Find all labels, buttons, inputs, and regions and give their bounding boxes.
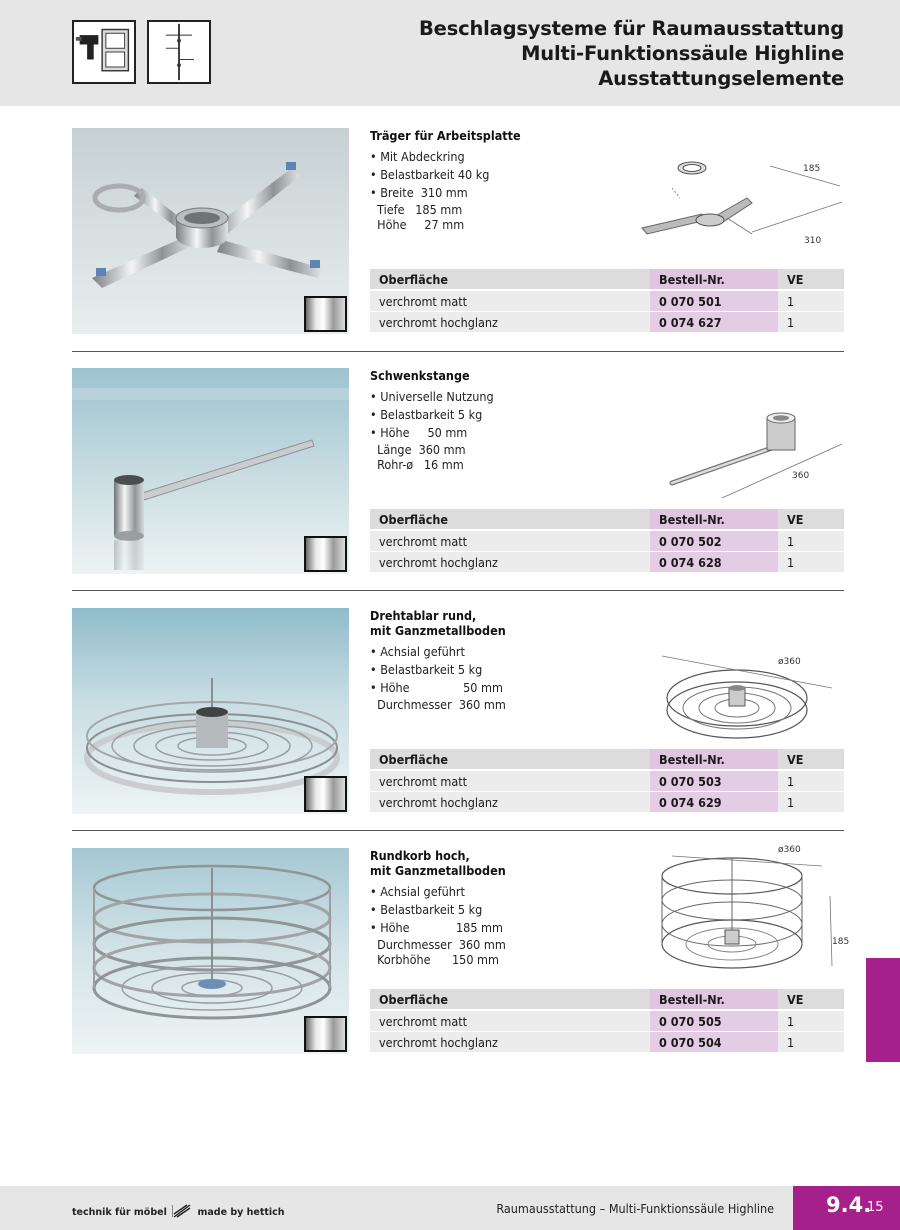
cell-order-no: 0 070 501: [650, 291, 778, 311]
cell-unit: 1: [787, 315, 795, 330]
cell-surface: verchromt hochglanz: [379, 795, 498, 810]
col-header-order-no: Bestell-Nr.: [650, 269, 778, 289]
feature-item: • Mit Abdeckring: [370, 149, 465, 164]
cell-order-no: 0 070 502: [650, 531, 778, 551]
page-header: [0, 0, 900, 106]
cell-surface: verchromt matt: [379, 774, 468, 789]
col-header-order-no: Bestell-Nr.: [650, 749, 778, 769]
col-header-unit: VE: [787, 512, 804, 527]
product-info: [370, 128, 630, 232]
dimension-label: ø360: [778, 845, 801, 855]
page-number: 15: [867, 1200, 884, 1215]
table-row: [370, 771, 844, 792]
product-title-line: Rundkorb hoch,: [370, 848, 470, 863]
page-chapter: 9.4.: [826, 1193, 872, 1217]
feature-list: [370, 883, 630, 967]
product-title: [370, 608, 630, 638]
order-table: [370, 269, 844, 333]
cell-surface: verchromt hochglanz: [379, 1035, 498, 1050]
finish-swatch: [304, 536, 347, 572]
col-header-order-no: Bestell-Nr.: [650, 509, 778, 529]
order-table: [370, 749, 844, 813]
cell-order-no: 0 074 629: [650, 792, 778, 812]
product-title-line: Träger für Arbeitsplatte: [370, 128, 521, 143]
feature-item: • Höhe 185 mm: [370, 920, 503, 935]
product-info: [370, 848, 630, 967]
col-header-surface: Oberfläche: [379, 752, 449, 767]
cell-order-no: 0 074 627: [650, 312, 778, 332]
technical-drawing-traeger: [632, 148, 852, 258]
feature-item: • Belastbarkeit 5 kg: [370, 902, 483, 917]
brand-text-left: technik für möbel: [72, 1207, 167, 1218]
cell-surface: verchromt matt: [379, 1014, 468, 1029]
table-row: [370, 1032, 844, 1053]
product-title: [370, 368, 630, 383]
brand-slogan: [72, 1204, 285, 1218]
table-header-row: [370, 509, 844, 531]
cell-order-no: 0 074 628: [650, 552, 778, 572]
feature-item: • Höhe 50 mm: [370, 680, 503, 695]
product-title-line: Schwenkstange: [370, 368, 470, 383]
cell-unit: 1: [787, 534, 795, 549]
technical-drawing-rundkorb: [632, 844, 852, 978]
feature-item: • Höhe 50 mm: [370, 425, 468, 440]
feature-item: • Achsial geführt: [370, 884, 465, 899]
product-info: [370, 608, 630, 712]
table-header-row: [370, 269, 844, 291]
order-table: [370, 989, 844, 1053]
technical-drawing-schwenkstange: [632, 398, 852, 508]
feature-list: [370, 388, 630, 472]
column-system-icon: [147, 20, 211, 84]
brand-text-right: made by hettich: [197, 1207, 285, 1218]
title-line-2: Multi-Funktionssäule Highline: [521, 42, 844, 65]
page-number-box: [793, 1186, 900, 1230]
cell-surface: verchromt matt: [379, 294, 468, 309]
feature-item: Tiefe 185 mm: [370, 202, 463, 217]
cell-unit: 1: [787, 774, 795, 789]
feature-list: [370, 643, 630, 712]
feature-item: Höhe 27 mm: [370, 217, 465, 232]
feature-item: • Belastbarkeit 5 kg: [370, 407, 483, 422]
section-divider: [72, 830, 844, 831]
finish-swatch: [304, 776, 347, 812]
product-info: [370, 368, 630, 472]
dimension-label: 185: [832, 937, 850, 947]
dimension-label: 360: [792, 471, 810, 481]
footer-section-text: Raumausstattung – Multi-Funktionssäule Highline: [496, 1201, 774, 1216]
table-row: [370, 291, 844, 312]
order-table: [370, 509, 844, 573]
col-header-surface: Oberfläche: [379, 512, 449, 527]
hettich-logo-icon: [172, 1204, 192, 1218]
table-row: [370, 792, 844, 813]
feature-item: Korbhöhe 150 mm: [370, 952, 499, 967]
table-row: [370, 312, 844, 333]
product-title: [370, 848, 630, 878]
feature-item: • Belastbarkeit 5 kg: [370, 662, 483, 677]
cell-unit: 1: [787, 1035, 795, 1050]
finish-swatch: [304, 296, 347, 332]
page-footer: [0, 1186, 900, 1230]
feature-item: Länge 360 mm: [370, 442, 466, 457]
col-header-surface: Oberfläche: [379, 272, 449, 287]
section-divider: [72, 351, 844, 352]
cell-surface: verchromt hochglanz: [379, 315, 498, 330]
feature-item: • Achsial geführt: [370, 644, 465, 659]
cell-order-no: 0 070 504: [650, 1032, 778, 1052]
dimension-label: 185: [803, 164, 821, 174]
cell-unit: 1: [787, 1014, 795, 1029]
title-line-1: Beschlagsysteme für Raumausstattung: [419, 17, 844, 40]
page-title: [419, 16, 844, 91]
col-header-order-no: Bestell-Nr.: [650, 989, 778, 1009]
dimension-label: ø360: [778, 657, 801, 667]
cell-unit: 1: [787, 795, 795, 810]
table-row: [370, 552, 844, 573]
technical-drawing-drehtablar: [632, 648, 852, 758]
dimension-label: 310: [804, 236, 822, 246]
cell-unit: 1: [787, 294, 795, 309]
col-header-unit: VE: [787, 272, 804, 287]
cell-surface: verchromt hochglanz: [379, 555, 498, 570]
section-divider: [72, 590, 844, 591]
product-title: [370, 128, 630, 143]
chapter-side-tab: [866, 958, 900, 1062]
finish-swatch: [304, 1016, 347, 1052]
feature-item: Durchmesser 360 mm: [370, 937, 506, 952]
product-title-line: mit Ganzmetallboden: [370, 623, 506, 638]
cell-unit: 1: [787, 555, 795, 570]
feature-item: • Belastbarkeit 40 kg: [370, 167, 490, 182]
product-title-line: Drehtablar rund,: [370, 608, 477, 623]
product-title-line: mit Ganzmetallboden: [370, 863, 506, 878]
col-header-surface: Oberfläche: [379, 992, 449, 1007]
feature-item: • Breite 310 mm: [370, 185, 468, 200]
col-header-unit: VE: [787, 992, 804, 1007]
title-line-3: Ausstattungselemente: [598, 67, 844, 90]
feature-item: Rohr-ø 16 mm: [370, 457, 464, 472]
table-row: [370, 531, 844, 552]
table-header-row: [370, 989, 844, 1011]
cell-surface: verchromt matt: [379, 534, 468, 549]
col-header-unit: VE: [787, 752, 804, 767]
cell-order-no: 0 070 505: [650, 1011, 778, 1031]
table-header-row: [370, 749, 844, 771]
table-row: [370, 1011, 844, 1032]
cell-order-no: 0 070 503: [650, 771, 778, 791]
feature-item: • Universelle Nutzung: [370, 389, 494, 404]
feature-list: [370, 148, 630, 232]
drill-cabinet-icon: [72, 20, 136, 84]
feature-item: Durchmesser 360 mm: [370, 697, 506, 712]
